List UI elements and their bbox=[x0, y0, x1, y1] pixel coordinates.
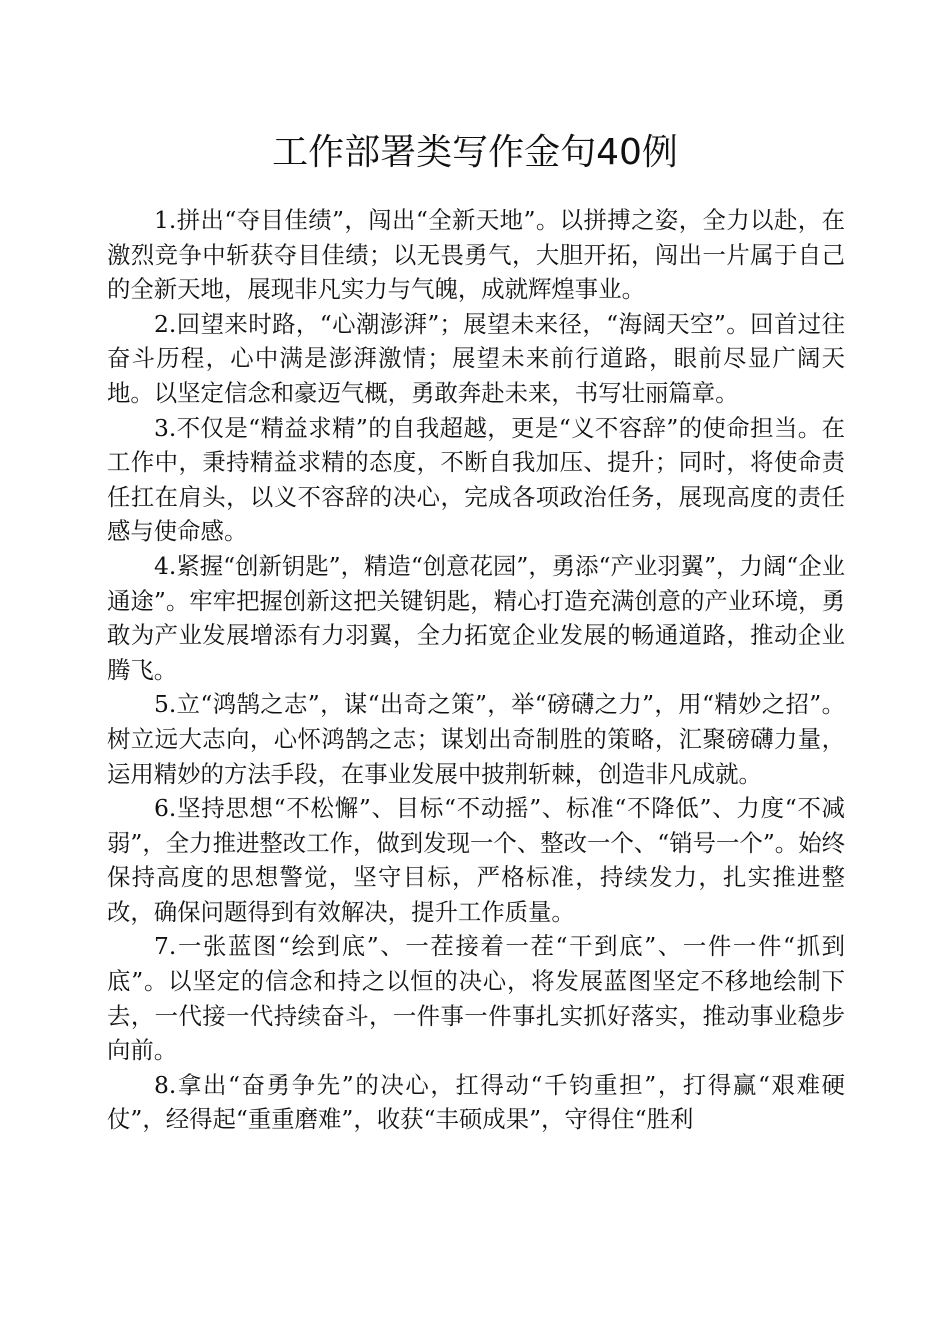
paragraph-3: 3.不仅是“精益求精”的自我超越，更是“义不容辞”的使命担当。在工作中，秉持精益求精的态度，不断自我加压、提升；同时，将使命责任扛在肩头，以义不容辞的决心，完成各项政治任务，展现高度的责任感与使命感。 bbox=[107, 413, 845, 546]
paragraph-4: 4.紧握“创新钥匙”，精造“创意花园”，勇添“产业羽翼”，力阔“企业通途”。牢牢把握创新这把关键钥匙，精心打造充满创意的产业环境，勇敢为产业发展增添有力羽翼，全力拓宽企业发展的畅通道路，推动企业腾飞。 bbox=[107, 551, 845, 684]
paragraph-8: 8.拿出“奋勇争先”的决心，扛得动“千钧重担”，打得赢“艰难硬仗”，经得起“重重磨难”，收获“丰硕成果”，守得住“胜利 bbox=[107, 1070, 845, 1134]
paragraph-1: 1.拼出“夺目佳绩”，闯出“全新天地”。以拼搏之姿，全力以赴，在激烈竞争中斩获夺目佳绩；以无畏勇气，大胆开拓，闯出一片属于自己的全新天地，展现非凡实力与气魄，成就辉煌事业。 bbox=[107, 206, 845, 304]
paragraph-2: 2.回望来时路，“心潮澎湃”；展望未来径，“海阔天空”。回首过往奋斗历程，心中满是澎湃激情；展望未来前行道路，眼前尽显广阔天地。以坚定信念和豪迈气概，勇敢奔赴未来，书写壮丽篇章。 bbox=[107, 309, 845, 407]
document-body bbox=[107, 203, 845, 1137]
paragraph-6: 6.坚持思想“不松懈”、目标“不动摇”、标准“不降低”、力度“不减弱”，全力推进整改工作，做到发现一个、整改一个、“销号一个”。始终保持高度的思想警觉，坚守目标，严格标准，持续发力，扎实推进整改，确保问题得到有效解决，提升工作质量。 bbox=[107, 794, 845, 926]
paragraph-7: 7.一张蓝图“绘到底”、一茬接着一茬“干到底”、一件一件“抓到底”。以坚定的信念和持之以恒的决心，将发展蓝图坚定不移地绘制下去，一代接一代持续奋斗，一件事一件事扎实抓好落实，推动事业稳步向前。 bbox=[107, 932, 845, 1065]
paragraph-5: 5.立“鸿鹄之志”，谋“出奇之策”，举“磅礴之力”，用“精妙之招”。树立远大志向，心怀鸿鹄之志；谋划出奇制胜的策略，汇聚磅礴力量，运用精妙的方法手段，在事业发展中披荆斩棘，创造非凡成就。 bbox=[107, 690, 845, 788]
document-title: 工作部署类写作金句40例 bbox=[272, 132, 678, 173]
